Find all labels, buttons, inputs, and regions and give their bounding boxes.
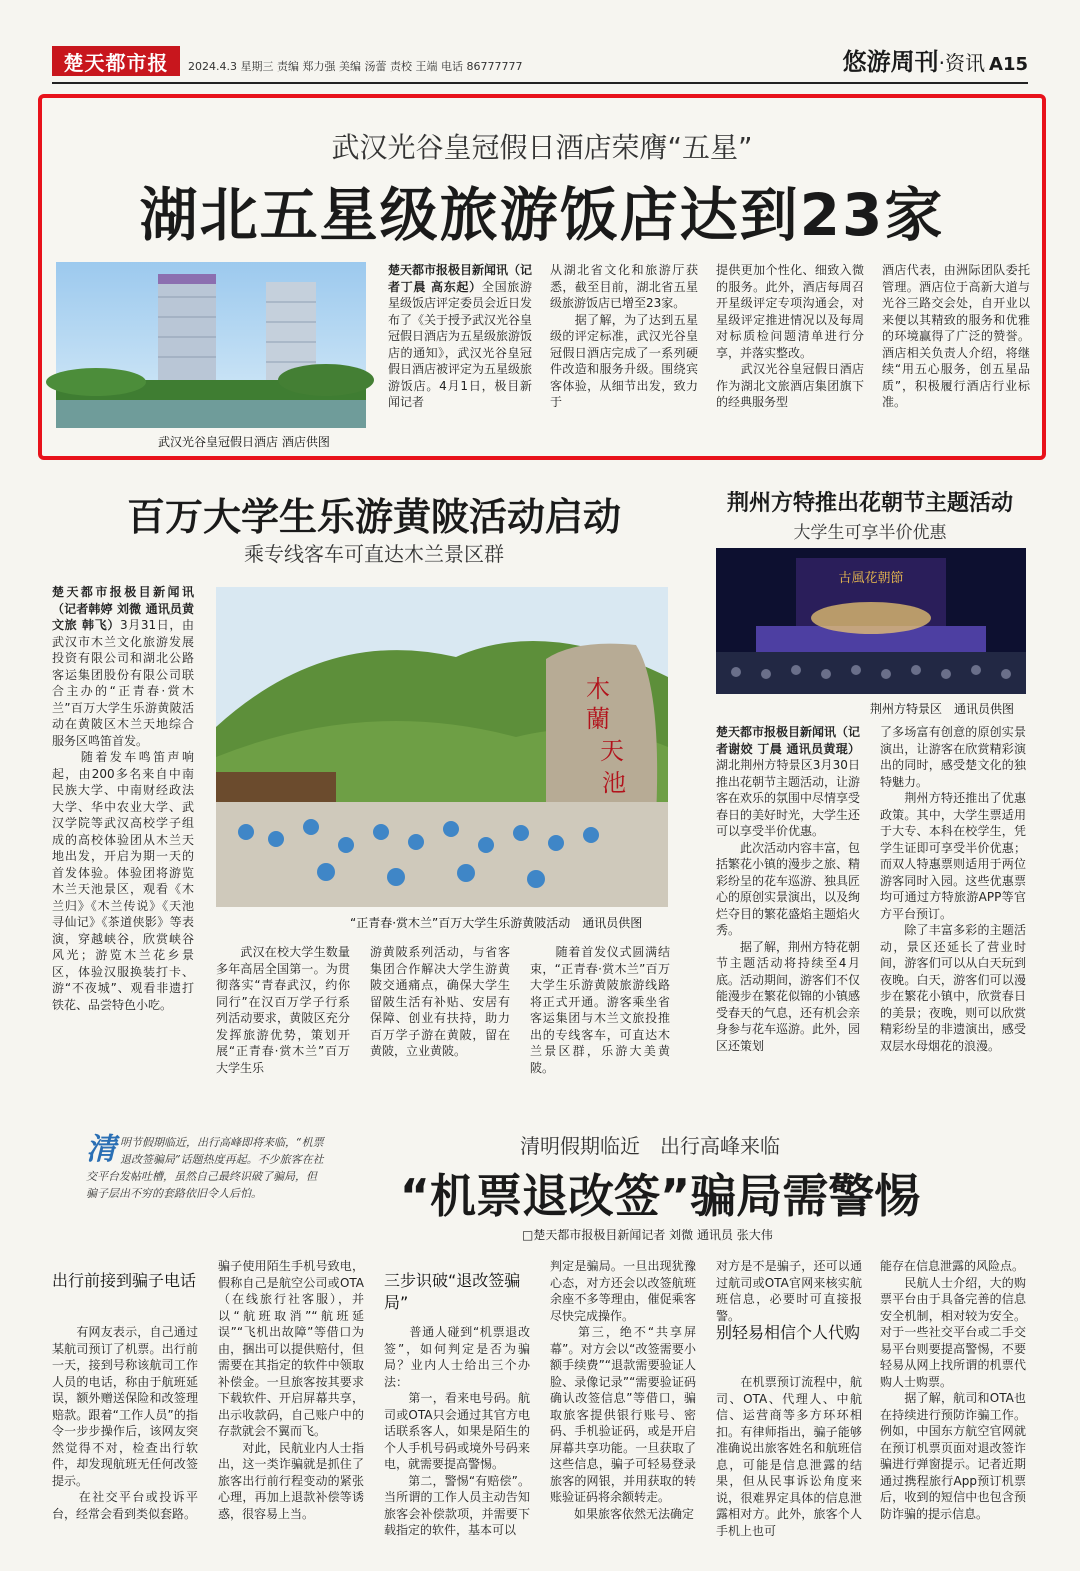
a4-column-6: 能存在信息泄露的风险点。 民航人士介绍，大的购票平台由于具备完善的信息安全机制，相对较为安全。对于一些社交平台或二手交易平台则要提高警惕，不要轻易从网上找所谓的机票代购人士购票。 据了解，航司和OTA也在持续进行预防诈骗工作。例如，中国东方航空官网就在预订机票页面对退改签诈骗进行弹窗提示。记者近期通过携程旅行App预订机票后，收到的短信中也包含预防诈骗的提示信息。 <box>880 1259 1026 1521</box>
section-title <box>843 42 1028 77</box>
a3-subheadline: 大学生可享半价优惠 <box>793 523 947 543</box>
a1-column-1 <box>388 262 532 430</box>
a1-column-2: 从湖北省文化和旅游厅获悉，截至目前，湖北省五星级旅游饭店已增至23家。 据了解，为了达到五星级的评定标准，武汉光谷皇冠假日酒店完成了一系列硬件改造和服务升级。围绕宾客体验，从细节出发，致力于 <box>550 263 698 409</box>
stage-banner: 古風花朝節 <box>838 571 904 586</box>
section-sub: ·资讯 <box>938 51 986 75</box>
article-hotel <box>38 94 1046 460</box>
a4-headline: “机票退改签”骗局需警惕 <box>399 1169 921 1223</box>
a4-column-1: 有网友表示，自己通过某航司预订了机票。出行前一天，接到号称该航司工作人员的电话，称由于航班延误，额外赠送保险和改签理赔款。跟着“工作人员”的指令一步步操作后，该网友突然觉得不对，检查出行软件，却发现航班无任何改签提示。 在社交平台或投诉平台，经常会看到类似套路。 <box>52 1325 198 1521</box>
a3-column-1 <box>716 724 860 1084</box>
body-text: 湖北荆州方特景区3月30日推出花朝节主题活动，让游客在欢乐的氛围中尽情享受春日的美好时光，大学生还可以享受半价优惠。 此次活动内容丰富，包括繁花小镇的漫步之旅、精彩纷呈的花车巡游、独具匠心的原创实景演出，以及绚烂夺目的繁花盛焰主题焰火秀。 据了解，荆州方特花朝节主题活动将持续至4月底。活动期间，游客们不仅能漫步在繁花似锦的小镇感受春天的气息，还有机会亲身参与花车巡游。此外，园区还策划 <box>716 758 861 1053</box>
page-number: A15 <box>989 54 1028 75</box>
mulan-photo-caption: “正青春·赏木兰”百万大学生乐游黄陂活动 通讯员供图 <box>350 916 643 930</box>
fangte-photo <box>716 548 1026 694</box>
hotel-photo-caption: 武汉光谷皇冠假日酒店 酒店供图 <box>158 435 330 449</box>
article-headline: 湖北五星级旅游饭店达到23家 <box>139 181 945 249</box>
dateline: 楚天都市报极目新闻讯（记者韩婷 刘微 通讯员黄文旅 韩飞） <box>52 585 194 632</box>
a4-column-2: 骗子使用陌生手机号致电，假称自己是航空公司或OTA（在线旅行社客服），并以“航班取消”“航班延误”“飞机出故障”等借口为由，捆出可以提供赔付，但需要在其指定的软件中领取补偿金。一旦旅客按其要求下载软件、开启屏幕共享，出示收款码，自己账户中的存款就会不翼而飞。 对此，民航业内人士指出，这一类诈骗就是抓住了旅客出行前行程变动的紧张心理，再加上退款补偿等诱惑，很容易上当。 <box>218 1259 364 1521</box>
article-kicker: 武汉光谷皇冠假日酒店荣膺“五星” <box>331 131 753 164</box>
a4-subhead-3: 别轻易相信个人代购 <box>716 1323 861 1342</box>
body-text: 全国旅游星级饭店评定委员会近日发布了《关于授予武汉光谷皇冠假日酒店为五星级旅游饭店的通知》，武汉光谷皇冠假日酒店被评定为五星级旅游饭店。4月1日，极目新闻记者 <box>388 279 533 409</box>
intro-text: 明节假期临近，出行高峰即将来临，“机票退改签骗局”话题热度再起。不少旅客在社交平台发帖吐槽，虽然自己最终识破了骗局，但骗子层出不穷的套路依旧令人后怕。 <box>86 1136 324 1200</box>
intro-dropcap: 清 <box>86 1132 116 1167</box>
mulan-photo <box>216 587 668 907</box>
sign-text-3: 天 <box>600 737 624 765</box>
issue-meta: 2024.4.3 星期三 责编 郑力强 美编 汤蕾 责校 王端 电话 86777777 <box>188 60 523 73</box>
a3-headline: 荆州方特推出花朝节主题活动 <box>726 491 1013 516</box>
a2-column-3: 游黄陂系列活动，与省客集团合作解决大学生游黄陂交通痛点，确保大学生留陂生活有补贴、安居有保障、创业有扶持，助力百万学子游在黄陂，留在黄陂，立业黄陂。 <box>370 945 510 1058</box>
a4-column-5b: 在机票预订流程中，航司、OTA、代理人、中航信、运营商等多方环环相扣。有律师指出，骗子能够准确说出旅客姓名和航班信息，可能是信息泄露的结果，但从民事诉讼角度来说，很难界定具体的信息泄露相对方。此外，旅客个人手机上也可 <box>716 1375 862 1538</box>
a4-column-4: 判定是骗局。一旦出现犹豫心态，对方还会以改签航班余座不多等理由，催促乘客尽快完成操作。 第三，绝不“共享屏幕”。对方会以“改签需要小额手续费”“退款需要验证人脸、录像记录”“需要验证码确认改签信息”等借口，骗取旅客提供银行账号、密码、手机验证码，或是开启屏幕共享功能。一旦获取了这些信息，骗子可轻易登录旅客的网银，并用获取的转账验证码将余额转走。 如果旅客依然无法确定 <box>550 1259 696 1521</box>
a2-column-4: 随着首发仪式圆满结束，“正青春·赏木兰”百万大学生乐游黄陂旅游线路将正式开通。游客乘坐省客运集团与木兰文旅投推出的专线客车，可直达木兰景区群，乐游大美黄陂。 <box>530 945 670 1075</box>
body-text: 3月31日，由武汉市木兰文化旅游发展投资有限公司和湖北公路客运集团股份有限公司联合主办的“正青春·赏木兰”百万大学生乐游黄陂活动在黄陂区木兰天地综合服务区鸣笛首发。 随着发车鸣笛声响起，由200多名来自中南民族大学、中南财经政法大学、华中农业大学、武汉学院等武汉高校学子组成的高校体验团从木兰天地出发，开启为期一天的首发体验。体验团将游览木兰天池景区，观看《木兰归》《木兰传说》《天池寻仙记》《茶道侠影》等表演，穿越峡谷，欣赏峡谷风光；游览木兰花乡景区，体验汉服换装打卡、游“不夜城”、观看非遗打铁花、品尝特色小吃。 <box>52 618 194 1012</box>
a4-column-5a: 对方是不是骗子，还可以通过航司或OTA官网来核实航班信息，必要时可直接报警。 <box>716 1259 862 1323</box>
a4-kicker: 清明假期临近 出行高峰来临 <box>520 1134 780 1158</box>
a2-subheadline: 乘专线客车可直达木兰景区群 <box>244 542 504 566</box>
masthead-logo: 楚天都市报 <box>52 46 180 76</box>
a3-column-2: 了多场富有创意的原创实景演出，让游客在欣赏精彩演出的同时，感受楚文化的独特魅力。 荆州方特还推出了优惠政策。其中，大学生票适用于大专、本科在校学生，凭学生证即可享受半价优惠；而双人特惠票则适用于两位游客同时入园。这些优惠票均可通过方特旅游APP等官方平台预订。 除了丰富多彩的主题活动，景区还延长了营业时间，游客们可以从白天玩到夜晚。白天，游客们可以漫步在繁花小镇中，欣赏春日的美景；夜晚，则可以欣赏精彩纷呈的非遗演出，感受双层水母烟花的浪漫。 <box>880 725 1026 1053</box>
a4-intro <box>86 1134 326 1202</box>
fangte-photo-caption: 荆州方特景区 通讯员供图 <box>870 702 1015 716</box>
dateline: 楚天都市报极目新闻讯（记者丁晨 高东起） <box>388 263 533 294</box>
a4-subhead-1: 出行前接到骗子电话 <box>52 1271 197 1290</box>
a4-byline: □楚天都市报极目新闻记者 刘微 通讯员 张大伟 <box>522 1228 773 1242</box>
a1-column-3: 提供更加个性化、细致入微的服务。此外，酒店每周召开星级评定专项沟通会，对星级评定推进情况以及每周对标质检问题清单进行分享，并落实整改。 武汉光谷皇冠假日酒店作为湖北文旅酒店集团旗下的经典服务型 <box>716 263 864 409</box>
a2-column-2: 武汉在校大学生数量多年高居全国第一。为贯彻落实“青春武汉，约你同行”在汉百万学子行系列活动要求，黄陂区充分发挥旅游优势，策划开展“正青春·赏木兰”百万大学生乐 <box>216 945 350 1075</box>
section-name: 悠游周刊 <box>842 48 939 76</box>
page-header <box>52 42 1028 82</box>
a4-column-3: 普通人碰到“机票退改签”，如何判定是否为骗局？业内人士给出三个办法： 第一，看来电号码。航司或OTA只会通过其官方电话联系客人，如果是陌生的个人手机号码或境外号码来电，就需要提高警惕。 第二，警惕“有赔偿”。当所谓的工作人员主动告知旅客会补偿款项，并需要下载指定的软件，基本可以 <box>384 1325 530 1537</box>
sign-text-4: 池 <box>602 769 626 797</box>
sign-text-1: 木 <box>586 675 610 703</box>
hotel-photo <box>56 262 366 428</box>
a1-column-4: 酒店代表，由洲际团队委托管理。酒店位于高新大道与光谷三路交会处，自开业以来便以其精致的服务和优雅的环境赢得了广泛的赞誉。酒店相关负责人介绍，将继续“用五心服务，创五星品质”，积极履行酒店行业标准。 <box>882 263 1030 409</box>
a2-headline: 百万大学生乐游黄陂活动启动 <box>126 495 621 539</box>
header-rule <box>52 82 1028 84</box>
dateline: 楚天都市报极目新闻讯（记者谢姣 丁晨 通讯员黄琨） <box>716 725 861 756</box>
a2-column-1 <box>52 584 194 1084</box>
a4-subhead-2: 三步识破“退改签骗局” <box>384 1271 521 1312</box>
sign-text-2: 蘭 <box>586 705 610 733</box>
